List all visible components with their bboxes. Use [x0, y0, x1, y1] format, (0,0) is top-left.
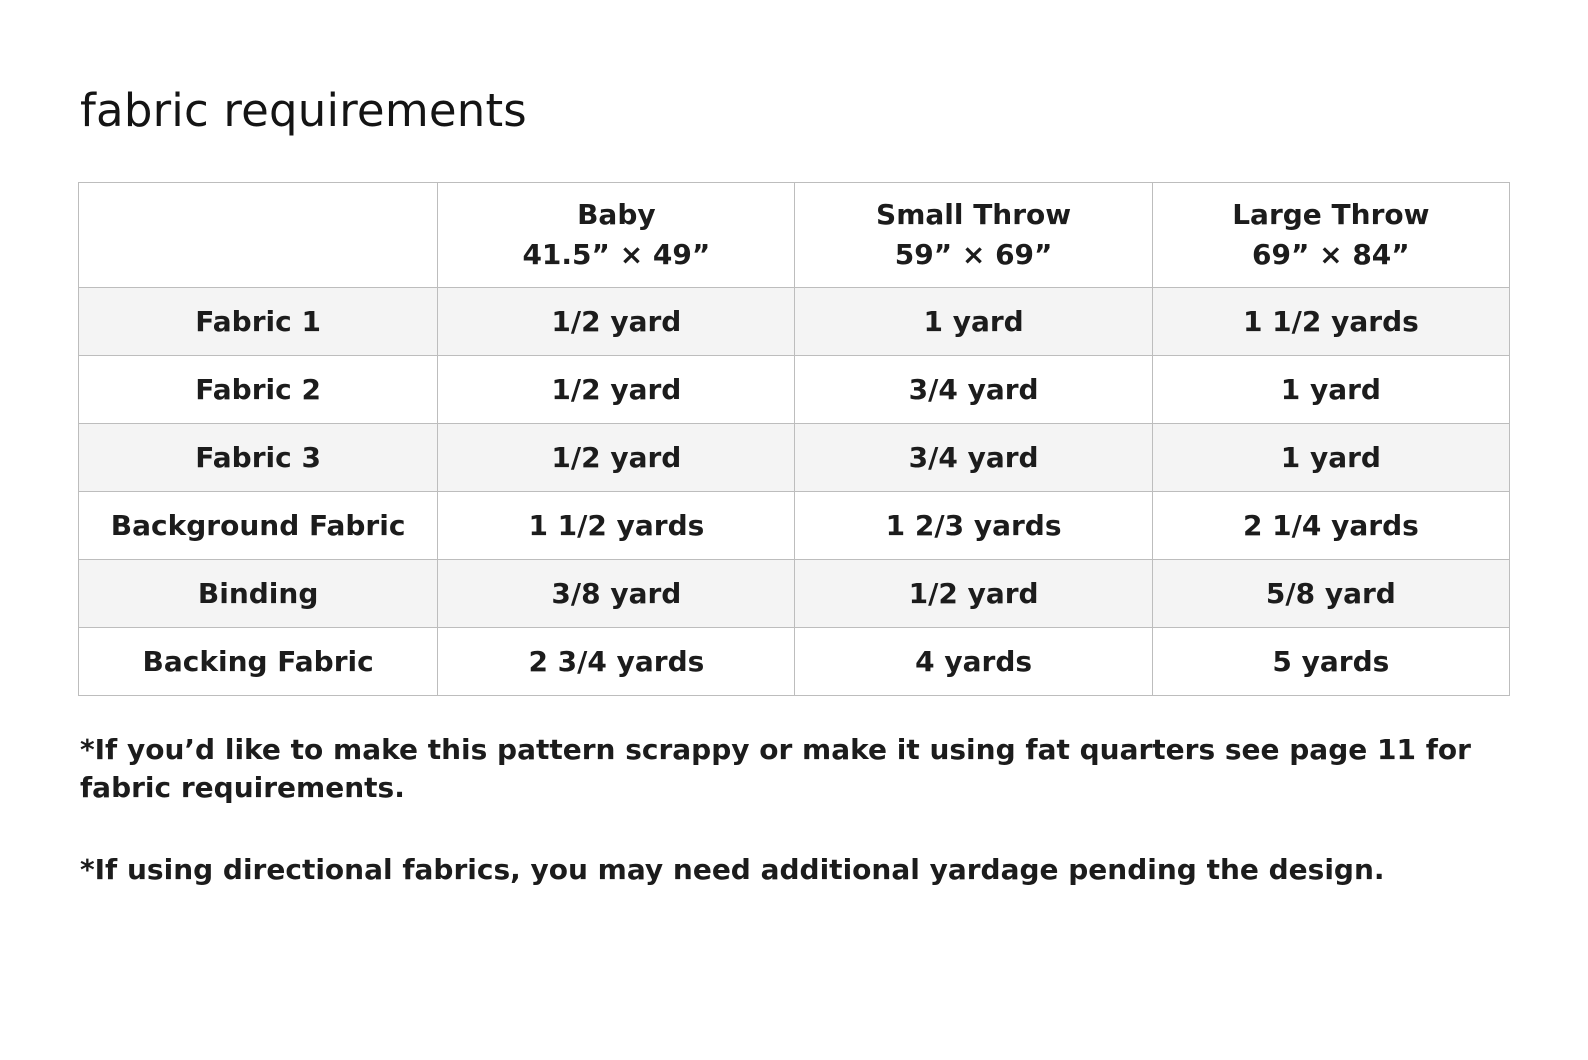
row-label: Fabric 1: [79, 288, 438, 356]
table-cell: 2 3/4 yards: [438, 628, 795, 696]
table-cell: 1 yard: [1152, 424, 1509, 492]
table-row: [79, 560, 1510, 628]
table-cell: 1/2 yard: [438, 424, 795, 492]
header-size-dimensions: 69” × 84”: [1252, 238, 1410, 271]
table-cell: 3/4 yard: [795, 356, 1152, 424]
row-label: Backing Fabric: [79, 628, 438, 696]
header-corner-cell: [79, 183, 438, 288]
row-label: Fabric 3: [79, 424, 438, 492]
note-directional: *If using directional fabrics, you may need additional yardage pending the design.: [80, 853, 1385, 886]
table-cell: 1/2 yard: [438, 356, 795, 424]
fabric-requirements-table: [78, 182, 1510, 696]
table-cell: 2 1/4 yards: [1152, 492, 1509, 560]
table-cell: 5 yards: [1152, 628, 1509, 696]
row-label: Background Fabric: [79, 492, 438, 560]
header-size-name: Baby: [577, 198, 656, 231]
table-cell: 1 2/3 yards: [795, 492, 1152, 560]
table-header-row: [79, 183, 1510, 288]
row-label: Fabric 2: [79, 356, 438, 424]
table-cell: 4 yards: [795, 628, 1152, 696]
table-cell: 1/2 yard: [438, 288, 795, 356]
header-small-throw: [795, 183, 1152, 288]
table-cell: 1 yard: [795, 288, 1152, 356]
table-cell: 3/4 yard: [795, 424, 1152, 492]
header-size-name: Small Throw: [876, 198, 1072, 231]
header-size-name: Large Throw: [1232, 198, 1430, 231]
table-row: [79, 628, 1510, 696]
table-row: [79, 492, 1510, 560]
table-cell: 3/8 yard: [438, 560, 795, 628]
page-title: fabric requirements: [80, 84, 527, 137]
row-label: Binding: [79, 560, 438, 628]
header-size-dimensions: 41.5” × 49”: [522, 238, 711, 271]
note-scrappy: *If you’d like to make this pattern scrappy or make it using fat quarters see page 11 for fabric requirements.: [80, 733, 1471, 804]
header-size-dimensions: 59” × 69”: [894, 238, 1053, 271]
table-cell: 1 1/2 yards: [438, 492, 795, 560]
header-baby: [438, 183, 795, 288]
table-cell: 5/8 yard: [1152, 560, 1509, 628]
table-row: [79, 356, 1510, 424]
table-cell: 1 1/2 yards: [1152, 288, 1509, 356]
table-cell: 1 yard: [1152, 356, 1509, 424]
table-cell: 1/2 yard: [795, 560, 1152, 628]
header-large-throw: [1152, 183, 1509, 288]
table-row: [79, 424, 1510, 492]
table-row: [79, 288, 1510, 356]
